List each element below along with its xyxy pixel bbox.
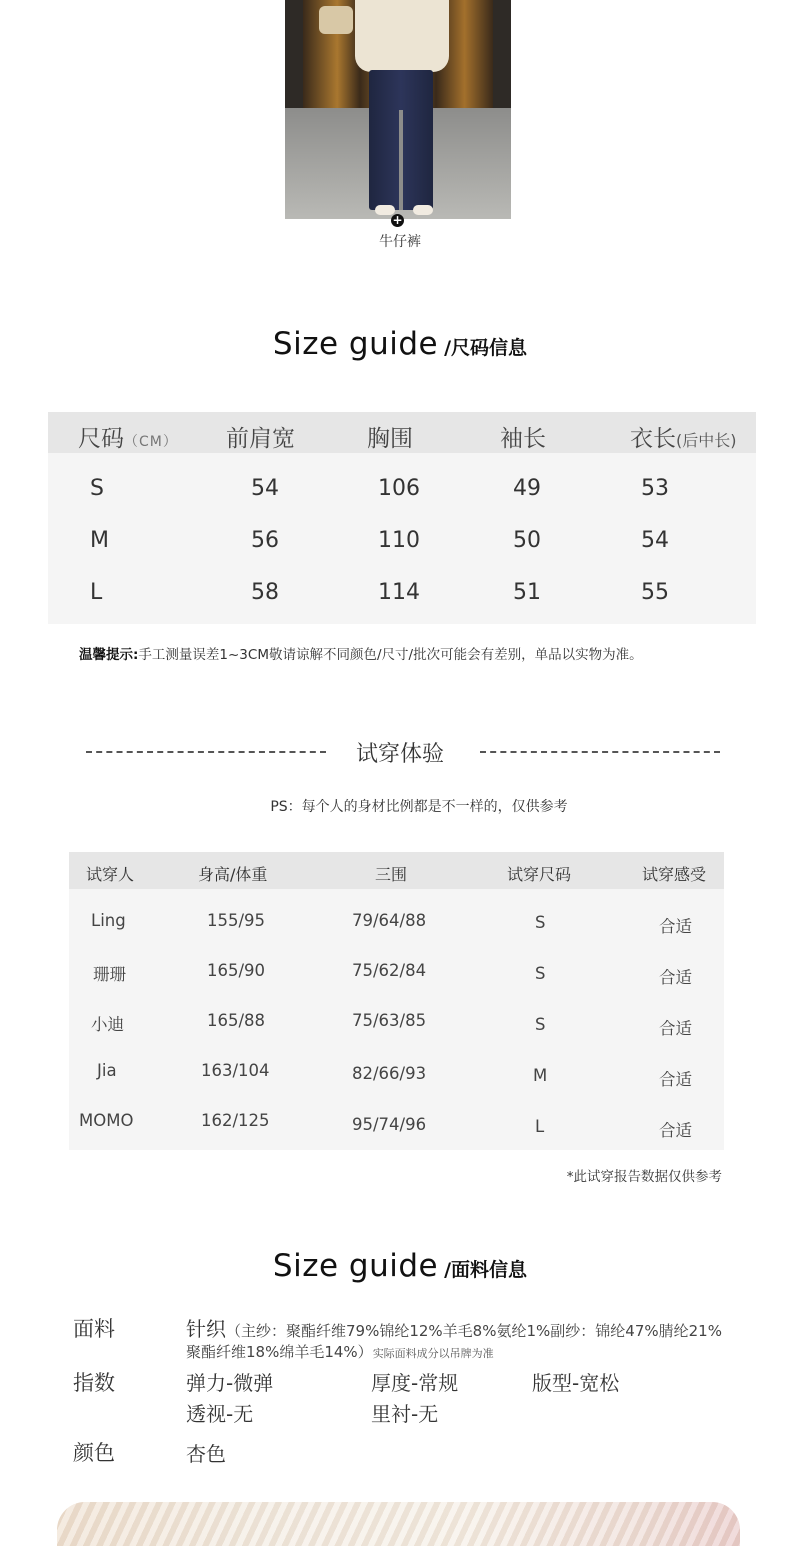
fabric-guide-title bbox=[0, 1248, 800, 1284]
product-photo bbox=[285, 0, 511, 219]
header-bust: 胸围 bbox=[367, 426, 413, 452]
table-cell: 合适 bbox=[659, 917, 692, 936]
table-cell: 75/63/85 bbox=[352, 1011, 427, 1030]
fabric-note: 实际面料成分以吊牌为准 bbox=[372, 1347, 494, 1360]
table-cell: 合适 bbox=[659, 1121, 692, 1140]
fabric-main: 针织 bbox=[186, 1317, 226, 1341]
table-cell: 51 bbox=[513, 580, 541, 605]
fabric-guide-heading: Size guide bbox=[272, 1248, 439, 1284]
fabric-label: 面料 bbox=[73, 1317, 115, 1341]
table-cell: 58 bbox=[251, 580, 279, 605]
size-guide-subheading: /尺码信息 bbox=[444, 337, 528, 359]
header-feel: 试穿感受 bbox=[642, 865, 707, 884]
product-caption: 牛仔裤 bbox=[379, 234, 421, 250]
try-on-heading bbox=[0, 737, 800, 767]
color-label: 颜色 bbox=[73, 1441, 115, 1465]
table-cell: 合适 bbox=[659, 1019, 692, 1038]
header-size: 试穿尺码 bbox=[507, 865, 572, 884]
table-cell: S bbox=[535, 913, 546, 932]
table-cell: 53 bbox=[641, 476, 669, 501]
table-cell: Jia bbox=[97, 1061, 117, 1080]
report-note: *此试穿报告数据仅供参考 bbox=[566, 1169, 722, 1185]
table-cell: S bbox=[535, 1015, 546, 1034]
fabric-value bbox=[186, 1313, 722, 1342]
notice-label: 温馨提示: bbox=[79, 647, 139, 663]
fabric-guide-subheading: /面料信息 bbox=[444, 1259, 528, 1281]
index-label: 指数 bbox=[73, 1371, 115, 1395]
try-on-title: 试穿体验 bbox=[355, 742, 444, 767]
table-cell: 54 bbox=[251, 476, 279, 501]
table-cell: 79/64/88 bbox=[352, 911, 427, 930]
table-cell: 49 bbox=[513, 476, 541, 501]
table-cell: Ling bbox=[91, 911, 126, 930]
elasticity-value: 弹力-微弹 bbox=[186, 1371, 274, 1395]
header-length-sub: (后中长) bbox=[676, 431, 737, 450]
table-cell: 114 bbox=[378, 580, 420, 605]
table-cell: 163/104 bbox=[201, 1061, 270, 1080]
table-cell: 82/66/93 bbox=[352, 1064, 427, 1083]
try-on-table bbox=[69, 852, 724, 1150]
table-cell: 55 bbox=[641, 580, 669, 605]
header-sleeve: 袖长 bbox=[500, 426, 546, 452]
table-cell: 165/88 bbox=[207, 1011, 266, 1030]
notice-text: 手工测量误差1~3CM敬请谅解不同颜色/尺寸/批次可能会有差别，单品以实物为准。 bbox=[138, 647, 643, 663]
size-guide-heading: Size guide bbox=[272, 326, 439, 362]
header-measurements: 三围 bbox=[375, 865, 408, 884]
size-table bbox=[48, 412, 756, 624]
table-cell: L bbox=[90, 580, 103, 605]
header-size-unit: （CM） bbox=[124, 434, 178, 450]
fabric-detail-line2: 聚酯纤维18%绵羊毛14%）实际面料成分以吊牌为准 bbox=[186, 1343, 494, 1361]
header-height-weight: 身高/体重 bbox=[198, 865, 268, 884]
table-cell: 165/90 bbox=[207, 961, 266, 980]
table-cell: 小迪 bbox=[91, 1015, 124, 1034]
header-person: 试穿人 bbox=[86, 865, 135, 884]
table-cell: S bbox=[90, 476, 104, 501]
color-value: 杏色 bbox=[186, 1442, 226, 1466]
handbag-graphic bbox=[319, 6, 353, 34]
transparency-value: 透视-无 bbox=[186, 1402, 254, 1426]
header-length: 衣长(后中长) bbox=[630, 426, 737, 452]
header-size: 尺码（CM） bbox=[78, 426, 178, 452]
table-cell: M bbox=[533, 1066, 548, 1085]
table-cell: 162/125 bbox=[201, 1111, 270, 1130]
table-cell: MOMO bbox=[79, 1111, 134, 1130]
table-cell: L bbox=[535, 1117, 545, 1136]
table-cell: 110 bbox=[378, 528, 420, 553]
table-cell: 155/95 bbox=[207, 911, 266, 930]
thickness-value: 厚度-常规 bbox=[371, 1371, 459, 1395]
table-cell: 珊珊 bbox=[93, 965, 126, 984]
table-cell: 56 bbox=[251, 528, 279, 553]
table-cell: 合适 bbox=[659, 1070, 692, 1089]
table-cell: M bbox=[90, 528, 109, 553]
header-shoulder: 前肩宽 bbox=[226, 426, 295, 452]
table-cell: 合适 bbox=[659, 968, 692, 987]
table-cell: 106 bbox=[378, 476, 420, 501]
fabric-detail: （主纱：聚酯纤维79%锦纶12%羊毛8%氨纶1%副纱：锦纶47%腈纶21% bbox=[226, 1322, 722, 1340]
size-guide-title bbox=[0, 326, 800, 362]
table-cell: 75/62/84 bbox=[352, 961, 427, 980]
knit-fabric-photo bbox=[57, 1502, 740, 1546]
table-cell: 50 bbox=[513, 528, 541, 553]
plus-icon: + bbox=[392, 213, 403, 227]
lining-value: 里衬-无 bbox=[371, 1402, 439, 1426]
measurement-notice bbox=[79, 643, 643, 663]
table-cell: S bbox=[535, 964, 546, 983]
table-cell: 54 bbox=[641, 528, 669, 553]
try-on-ps: PS：每个人的身材比例都是不一样的，仅供参考 bbox=[270, 799, 568, 815]
table-cell: 95/74/96 bbox=[352, 1115, 427, 1134]
fit-value: 版型-宽松 bbox=[532, 1371, 620, 1395]
